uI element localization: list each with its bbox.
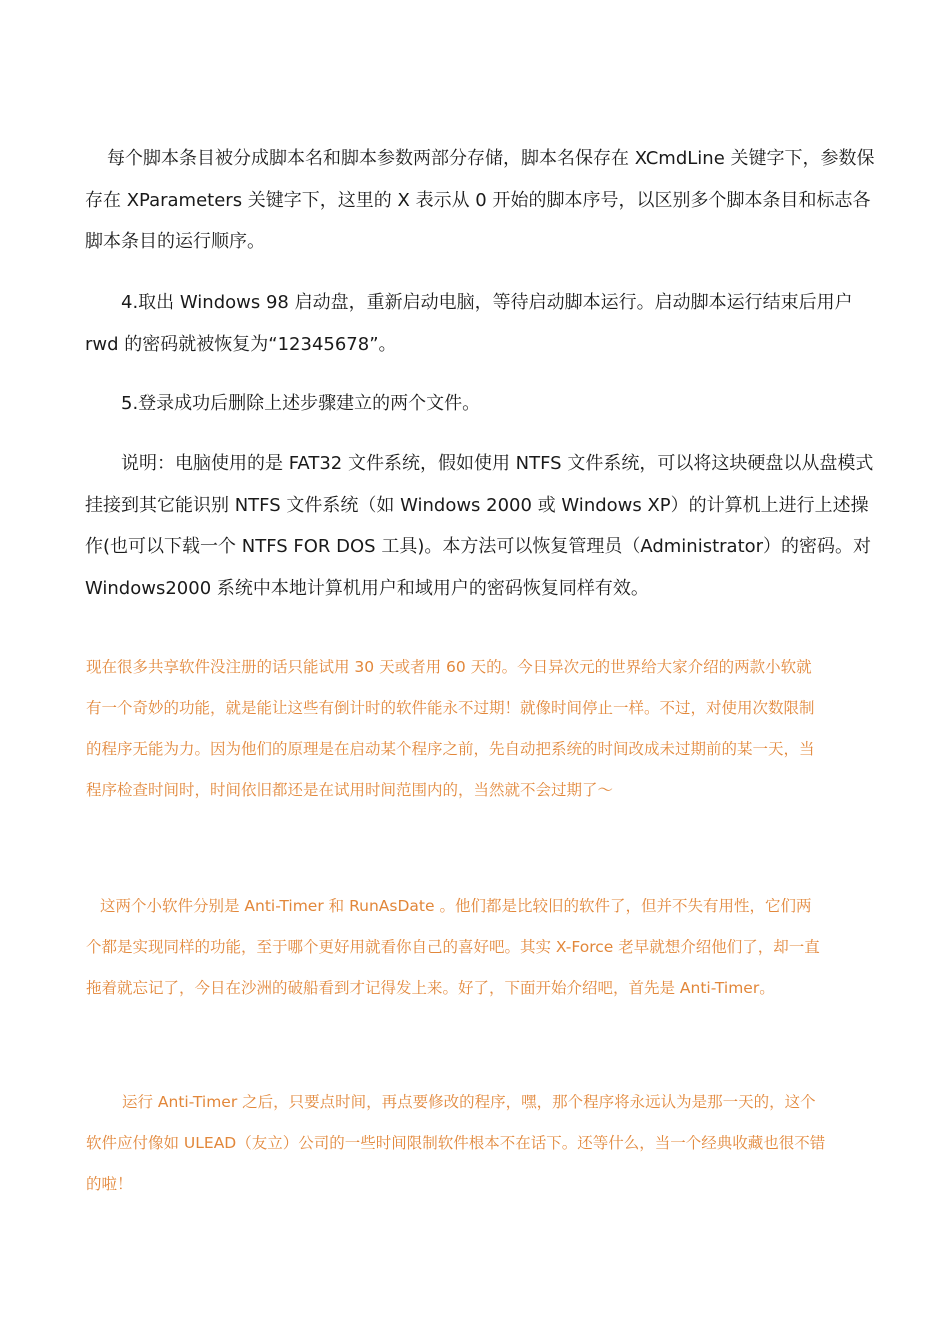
paragraph-step-5: 5.登录成功后删除上述步骤建立的两个文件。 [121,393,481,414]
paragraph-step-4: 4.取出 Windows 98 启动盘，重新启动电脑，等待启动脚本运行。启动脚本运行结束后用户 rwd 的密码就被恢复为“12345678”。 [85,292,853,355]
paragraph-antitimer-highlight: 运行 Anti-Timer 之后，只要点时间，再点要修改的程序，嘿，那个程序将永远认为是那一天的，这个软件应付像如 ULEAD（友立）公司的一些时间限制软件根本不在话下。还等什么，当一个经典收藏也很不错的啦！ [86,1093,826,1193]
paragraph-script-storage: 每个脚本条目被分成脚本名和脚本参数两部分存储，脚本名保存在 XCmdLine 关键字下，参数保存在 XParameters 关键字下，这里的 X 表示从 0 开始的脚本序号，以区别多个脚本条目和标志各脚本条目的运行顺序。 [85,148,875,252]
paragraph-note: 说明：电脑使用的是 FAT32 文件系统，假如使用 NTFS 文件系统，可以将这块硬盘以从盘模式挂接到其它能识别 NTFS 文件系统（如 Windows 2000 或 Windows XP）的计算机上进行上述操作(也可以下载一个 NTFS FOR DOS 工具)。本方法可以恢复管理员（Administrator）的密码。对 Windows2000 系统中本地计算机用户和域用户的密码恢复同样有效。 [85,453,874,599]
paragraph-intro-highlight: 现在很多共享软件没注册的话只能试用 30 天或者用 60 天的。今日异次元的世界给大家介绍的两款小软就有一个奇妙的功能，就是能让这些有倒计时的软件能永不过期！就像时间停止一样。不过，对使用次数限制的程序无能为力。因为他们的原理是在启动某个程序之前，先自动把系统的时间改成未过期前的某一天，当程序检查时间时，时间依旧都还是在试用时间范围内的，当然就不会过期了～ [86,658,815,799]
paragraph-software-highlight: 这两个小软件分别是 Anti-Timer 和 RunAsDate 。他们都是比较旧的软件了，但并不失有用性，它们两个都是实现同样的功能，至于哪个更好用就看你自己的喜好吧。其实 X-Force 老早就想介绍他们了，却一直拖着就忘记了，今日在沙洲的破船看到才记得发上来。好了，下面开始介绍吧，首先是 Anti-Timer。 [86,897,820,997]
